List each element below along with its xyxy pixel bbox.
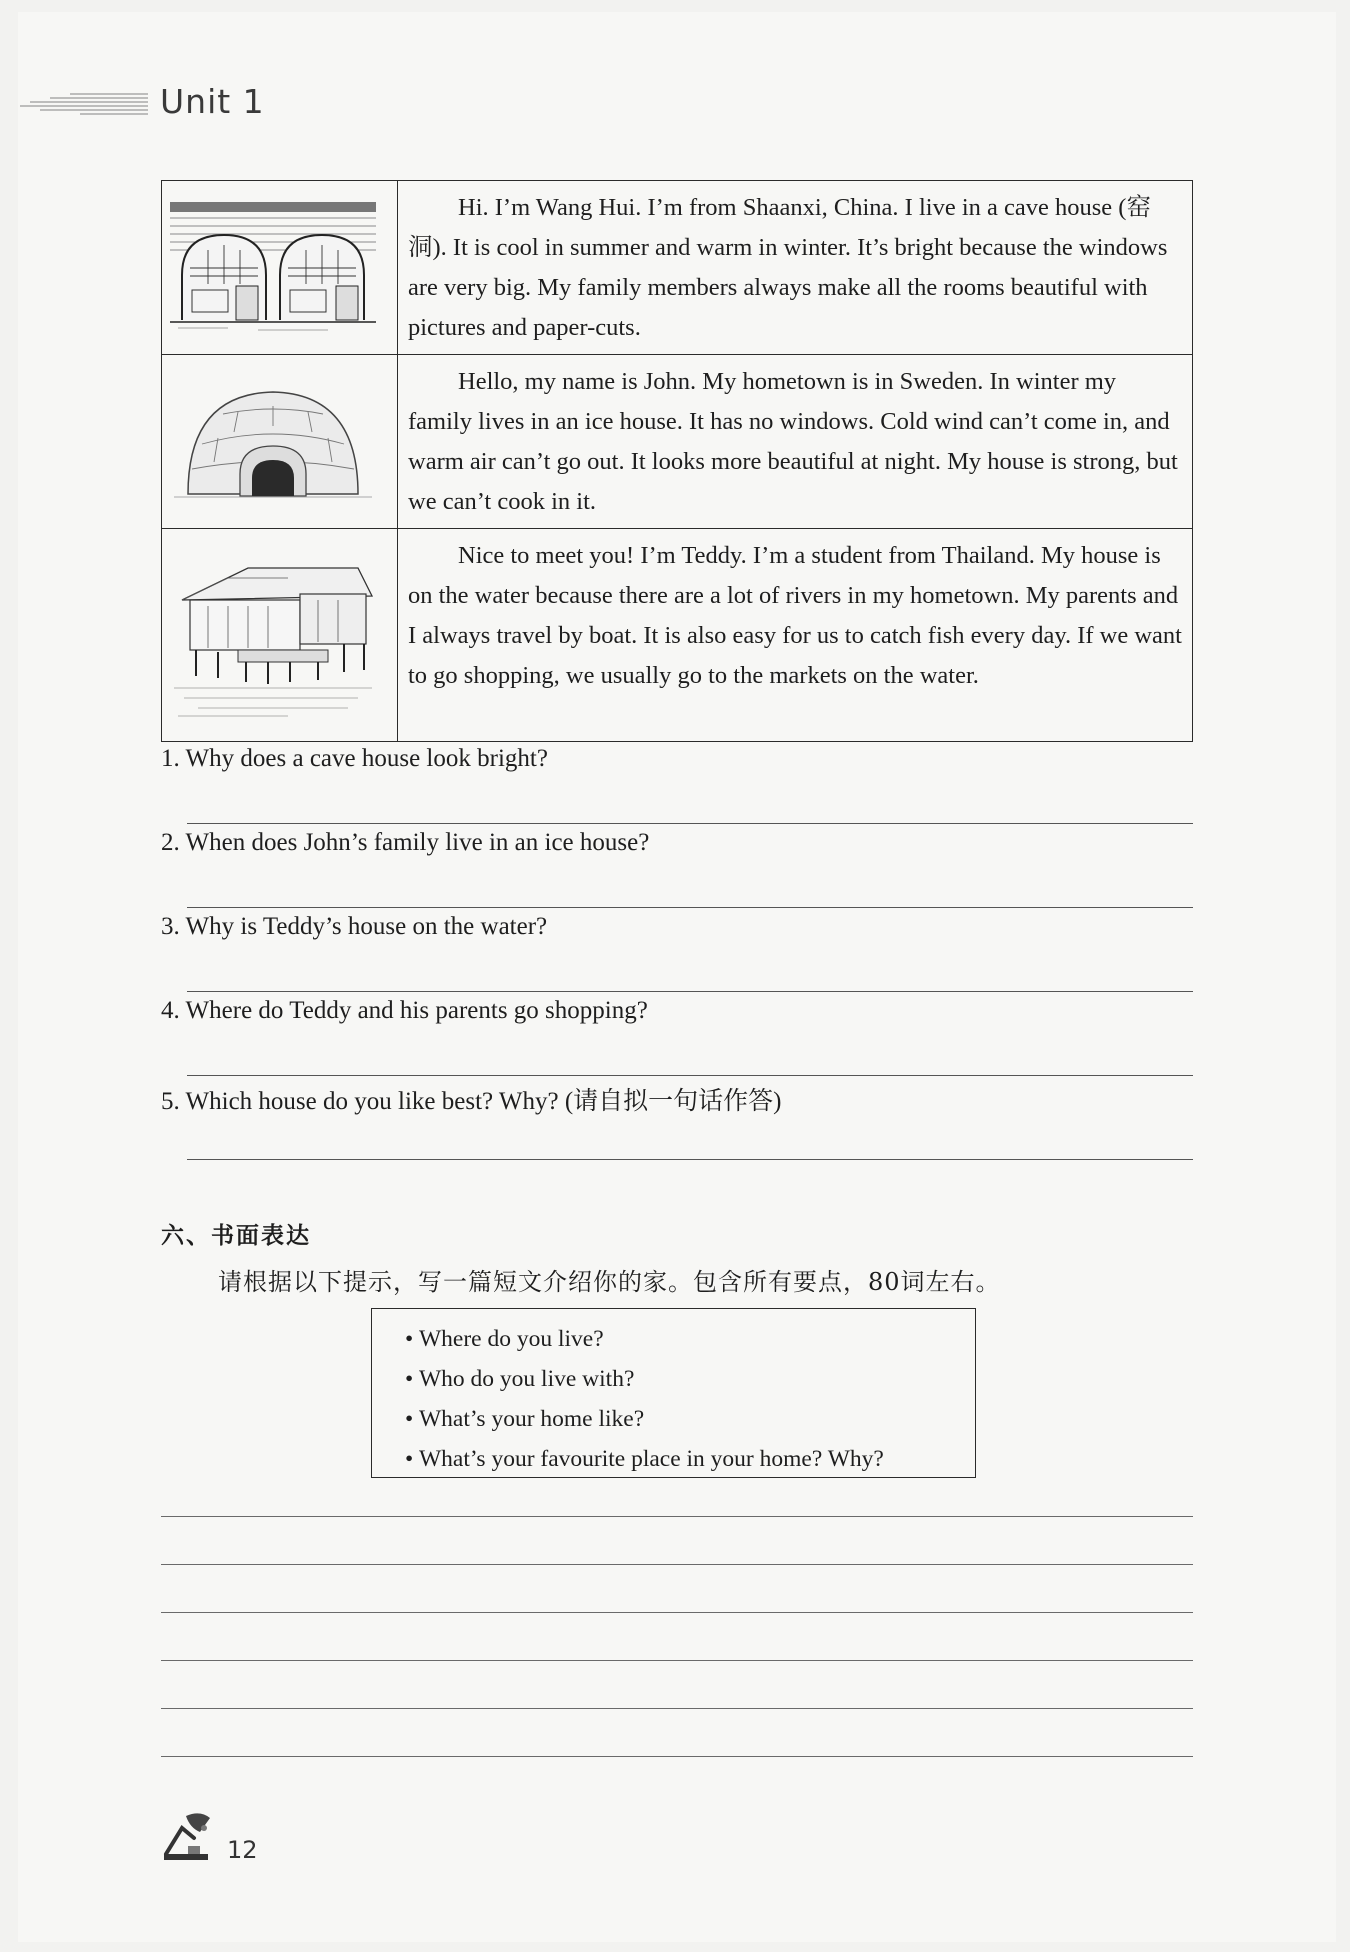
question-list [161,745,1193,1165]
writing-prompt-box [371,1308,976,1478]
writing-line[interactable] [161,1612,1193,1660]
igloo-illustration [168,374,378,509]
bullet-icon: • [405,1406,414,1432]
question-item [161,997,1193,1081]
passage-image-cell [162,529,398,742]
writing-line[interactable] [161,1708,1193,1756]
section-instruction: 请根据以下提示，写一篇短文介绍你的家。包含所有要点，80词左右。 [218,1268,1001,1296]
passage-text: Hello, my name is John. My hometown is in Sweden. In winter my family lives in an ice house. It has no windows. Cold wind can’t come in, and warm air can’t go out. It looks more beautiful at night. My house is strong, but we can’t cook in it. [398,355,1193,529]
passage-row [162,355,1193,529]
answer-line[interactable] [187,823,1193,824]
answer-line[interactable] [187,1075,1193,1076]
prompt-item [405,1399,975,1439]
page-number: 12 [227,1836,258,1864]
answer-line[interactable] [187,1159,1193,1160]
writing-line[interactable] [161,1516,1193,1564]
writing-line[interactable] [161,1756,1193,1804]
answer-line[interactable] [187,991,1193,992]
question-text: 3. Why is Teddy’s house on the water? [161,913,548,940]
question-text: 1. Why does a cave house look bright? [161,745,548,772]
question-item [161,745,1193,829]
writing-line[interactable] [161,1564,1193,1612]
bullet-icon: • [405,1446,414,1472]
prompt-text: What’s your home like? [419,1406,645,1432]
bullet-icon: • [405,1366,414,1392]
question-item [161,1081,1193,1165]
bullet-icon: • [405,1326,414,1352]
prompt-item [405,1359,975,1399]
passage-row [162,529,1193,742]
writing-area[interactable] [161,1516,1193,1804]
section-title: 六、书面表达 [161,1223,311,1249]
question-text: 5. Which house do you like best? Why? (请自拟一句话作答) [161,1088,782,1115]
prompt-text: Who do you live with? [419,1366,635,1392]
answer-line[interactable] [187,907,1193,908]
prompt-text: What’s your favourite place in your home? Why? [419,1446,884,1472]
prompt-text: Where do you live? [419,1326,604,1352]
speed-lines-icon [20,88,148,118]
passage-text: Hi. I’m Wang Hui. I’m from Shaanxi, China. I live in a cave house (窑洞). It is cool in summer and warm in winter. It’s bright because the windows are very big. My family members always make all the rooms beautiful with pictures and paper-cuts. [398,181,1193,355]
cave-house-illustration [168,200,378,335]
passage-table [161,180,1193,742]
question-item [161,829,1193,913]
question-text: 2. When does John’s family live in an ice house? [161,829,650,856]
water-house-illustration [168,548,378,723]
lamp-mascot-icon [160,1808,220,1862]
question-text: 4. Where do Teddy and his parents go shopping? [161,997,648,1024]
passage-text: Nice to meet you! I’m Teddy. I’m a student from Thailand. My house is on the water because there are a lot of rivers in my hometown. My parents and I always travel by boat. It is also easy for us to catch fish every day. If we want to go shopping, we usually go to the markets on the water. [398,529,1193,742]
prompt-item [405,1439,975,1479]
passage-image-cell [162,181,398,355]
unit-title: Unit 1 [160,82,265,121]
passage-row [162,181,1193,355]
passage-image-cell [162,355,398,529]
unit-header [0,78,600,128]
writing-line[interactable] [161,1660,1193,1708]
prompt-item [405,1319,975,1359]
question-item [161,913,1193,997]
